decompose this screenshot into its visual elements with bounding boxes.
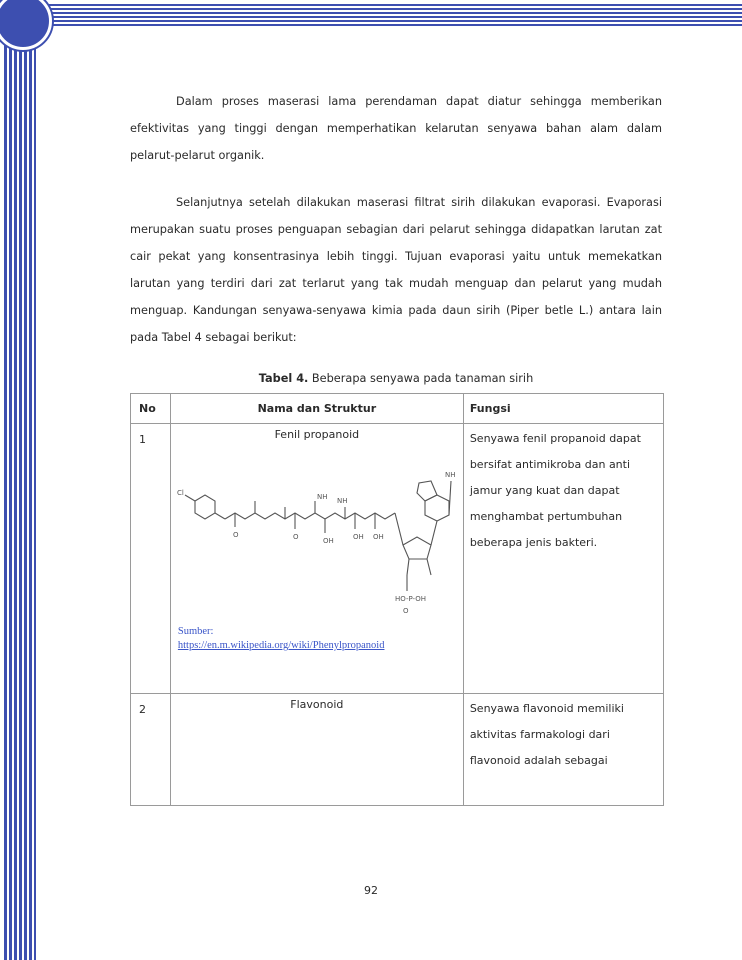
table-row xyxy=(131,424,664,694)
svg-text:O: O xyxy=(292,533,299,541)
header-nama-struktur: Nama dan Struktur xyxy=(170,394,463,424)
svg-text:O: O xyxy=(232,531,239,539)
svg-text:NH: NH xyxy=(444,471,456,479)
row-number: 2 xyxy=(131,694,171,806)
table-row xyxy=(131,694,664,806)
table-caption xyxy=(130,371,662,387)
compound-table xyxy=(130,393,664,806)
row-number: 1 xyxy=(131,424,171,694)
table-caption-text: Beberapa senyawa pada tanaman sirih xyxy=(308,372,534,385)
page-number: 92 xyxy=(364,884,378,897)
paragraph-evaporasi: Selanjutnya setelah dilakukan maserasi filtrat sirih dilakukan evaporasi. Evaporasi merupakan suatu proses penguapan sebagian dari pelarut sehingga didapatkan larutan zat cair pekat yang konsentrasinya lebih tinggi. Tujuan evaporasi yaitu untuk memekatkan larutan yang terdiri dari zat terlarut yang tak mudah menguap dan pelarut yang mudah menguap. Kandungan senyawa-senyawa kimia pada daun sirih (Piper betle L.) antara lain pada Tabel 4 sebagai berikut: xyxy=(130,196,662,344)
row-name-structure xyxy=(170,424,463,694)
svg-text:NH: NH xyxy=(336,497,348,505)
svg-text:OH: OH xyxy=(322,537,334,545)
svg-text:OH: OH xyxy=(372,533,384,541)
compound-name: Flavonoid xyxy=(290,698,344,711)
row-function: Senyawa flavonoid memiliki aktivitas farmakologi dari flavonoid adalah sebagai xyxy=(463,694,663,806)
header-fungsi: Fungsi xyxy=(463,394,663,424)
page-border-left xyxy=(4,30,36,960)
page-corner-ornament xyxy=(0,0,52,50)
chemical-structure-image xyxy=(177,451,457,621)
source-link[interactable]: https://en.m.wikipedia.org/wiki/Phenylpropanoid xyxy=(177,640,385,651)
svg-text:HO-P-OH: HO-P-OH xyxy=(394,595,426,603)
page-border-top xyxy=(30,4,742,26)
svg-text:O: O xyxy=(402,607,409,615)
source-label: Sumber: xyxy=(177,626,214,637)
svg-text:Cl: Cl xyxy=(176,489,184,497)
table-caption-label: Tabel 4. xyxy=(258,372,309,385)
row-function: Senyawa fenil propanoid dapat bersifat antimikroba dan anti jamur yang kuat dan dapat menghambat pertumbuhan beberapa jenis bakteri. xyxy=(463,424,663,694)
paragraph-maserasi: Dalam proses maserasi lama perendaman dapat diatur sehingga memberikan efektivitas yang tinggi dengan memperhatikan kelarutan senyawa bahan alam dalam pelarut-pelarut organik. xyxy=(130,95,662,162)
image-source xyxy=(172,621,462,659)
compound-name: Fenil propanoid xyxy=(274,428,360,441)
header-no: No xyxy=(131,394,171,424)
table-header-row xyxy=(131,394,664,424)
svg-text:OH: OH xyxy=(352,533,364,541)
svg-text:NH: NH xyxy=(316,493,328,501)
page-body xyxy=(130,88,662,806)
row-name-structure xyxy=(170,694,463,806)
